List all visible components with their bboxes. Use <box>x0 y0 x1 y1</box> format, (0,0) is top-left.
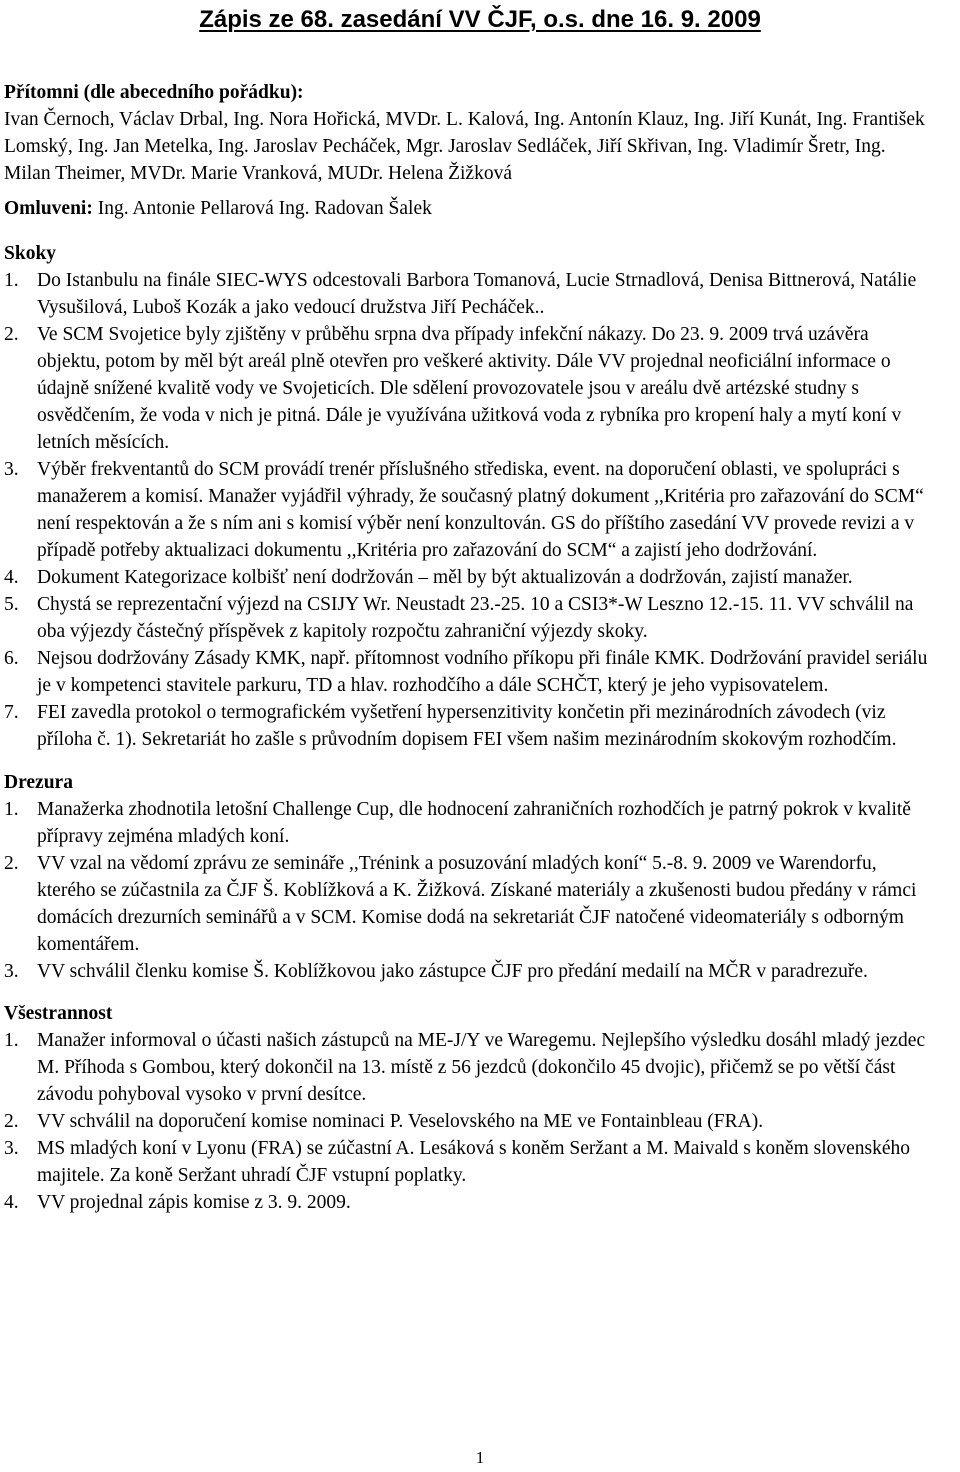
item-text: FEI zavedla protokol o termografickém vyšetření hypersenzitivity končetin při mezinárodních závodech (viz příloha č. 1). Sekretariát ho zašle s průvodním dopisem FEI všem našim mezinárodním skokovým rozhodčím. <box>37 702 897 750</box>
list-item <box>4 1135 934 1189</box>
item-number: 3. <box>4 961 19 982</box>
list-item <box>4 321 934 456</box>
item-number: 7. <box>4 702 19 723</box>
item-text: Manažerka zhodnotila letošní Challenge Cup, dle hodnocení zahraničních rozhodčích je patrný pokrok v kvalitě přípravy zejména mladých koní. <box>37 799 911 847</box>
list-item <box>4 1027 934 1108</box>
section-heading-vsestrannost: Všestrannost <box>4 1003 113 1024</box>
list-item <box>4 850 934 958</box>
list-item <box>4 699 934 753</box>
section-heading-drezura: Drezura <box>4 772 73 793</box>
item-text: VV vzal na vědomí zprávu ze semináře ,,Trénink a posuzování mladých koní“ 5.-8. 9. 2009 ve Warendorfu, kterého se zúčastnila za ČJF Š. Koblížková a K. Žižková. Získané materiály a zkušenosti budou předány v rámci domácích drezurních seminářů a v SCM. Komise dodá na sekretariát ČJF natočené videomateriály s odborným komentářem. <box>37 853 917 955</box>
excused-names: Ing. Antonie Pellarová Ing. Radovan Šalek <box>92 198 432 219</box>
list-item <box>4 1189 934 1216</box>
list-item <box>4 591 934 645</box>
item-text: Ve SCM Svojetice byly zjištěny v průběhu srpna dva případy infekční nákazy. Do 23. 9. 2009 trvá uzávěra objektu, potom by měl být areál plně otevřen pro veškeré aktivity. Dále VV projednal neoficiální informace o údajně snížené kvalitě vody ve Svojeticích. Dle sdělení provozovatele jsou v areálu dvě artézské studny s osvědčením, že voda v nich je pitná. Dále je využívána užitková voda z rybníka pro kropení haly a mytí koní v letních měsících. <box>37 324 902 453</box>
item-number: 3. <box>4 459 19 480</box>
list-item <box>4 456 934 564</box>
item-number: 6. <box>4 648 19 669</box>
item-number: 4. <box>4 1192 19 1213</box>
section-heading-skoky: Skoky <box>4 243 57 264</box>
list-item <box>4 645 934 699</box>
list-item <box>4 564 934 591</box>
item-text: Manažer informoval o účasti našich zástupců na ME-J/Y ve Waregemu. Nejlepšího výsledku dosáhl mladý jezdec M. Příhoda s Gombou, který dokončil na 13. místě z 56 jezdců (dokončilo 45 dvojic), přičemž se po větší část závodu pohyboval vysoko v první desítce. <box>37 1030 926 1105</box>
attendance-heading: Přítomni (dle abecedního pořádku): <box>4 82 304 103</box>
item-text: Chystá se reprezentační výjezd na CSIJY Wr. Neustadt 23.-25. 10 a CSI3*-W Leszno 12.-15. 11. VV schválil na oba výjezdy částečný příspěvek z kapitoly rozpočtu zahraniční výjezdy skoky. <box>37 594 914 642</box>
item-number: 2. <box>4 1111 19 1132</box>
item-text: Dokument Kategorizace kolbišť není dodržován – měl by být aktualizován a dodržován, zajistí manažer. <box>37 567 853 588</box>
item-text: Do Istanbulu na finále SIEC-WYS odcestovali Barbora Tomanová, Lucie Strnadlová, Denisa Bittnerová, Natálie Vysušilová, Luboš Kozák a jako vedoucí družstva Jiří Pecháček.. <box>37 270 917 318</box>
excused-label: Omluveni: <box>4 198 93 219</box>
item-number: 4. <box>4 567 19 588</box>
drezura-list <box>4 796 934 985</box>
list-item <box>4 267 934 321</box>
item-text: VV schválil na doporučení komise nominaci P. Veselovského na ME ve Fontainbleau (FRA). <box>37 1111 764 1132</box>
section-skoky <box>4 240 934 753</box>
excused-line <box>4 195 934 222</box>
item-number: 3. <box>4 1138 19 1159</box>
item-text: MS mladých koní v Lyonu (FRA) se zúčastní A. Lesáková s koněm Seržant a M. Maivald s koněm slovenského majitele. Za koně Seržant uhradí ČJF vstupní poplatky. <box>37 1138 911 1186</box>
item-number: 5. <box>4 594 19 615</box>
skoky-list <box>4 267 934 753</box>
item-number: 1. <box>4 270 19 291</box>
page-number: 1 <box>475 1448 485 1467</box>
vsestrannost-list <box>4 1027 934 1216</box>
attendance-names: Ivan Černoch, Václav Drbal, Ing. Nora Hořická, MVDr. L. Kalová, Ing. Antonín Klauz, Ing. Jiří Kunát, Ing. František Lomský, Ing. Jan Metelka, Ing. Jaroslav Pecháček, Mgr. Jaroslav Sedláček, Jiří Skřivan, Ing. Vladimír Šretr, Ing. Milan Theimer, MVDr. Marie Vranková, MUDr. Helena Žižková <box>4 109 925 184</box>
item-number: 2. <box>4 324 19 345</box>
item-text: VV schválil členku komise Š. Koblížkovou jako zástupce ČJF pro předání medailí na MČR v paradrezuře. <box>37 961 868 982</box>
list-item <box>4 796 934 850</box>
item-text: Výběr frekventantů do SCM provádí trenér příslušného střediska, event. na doporučení oblasti, ve spolupráci s manažerem a komisí. Manažer vyjádřil výhrady, že současný platný dokument ,,Kritéria pro zařazování do SCM“ není respektován a že s ním ani s komisí výběr není konzultován. GS do příštího zasedání VV provede revizi a v případě potřeby aktualizaci dokumentu ,,Kritéria pro zařazování do SCM“ a zajistí jeho dodržování. <box>37 459 924 561</box>
document-title: Zápis ze 68. zasedání VV ČJF, o.s. dne 16. 9. 2009 <box>199 6 761 33</box>
list-item <box>4 1108 934 1135</box>
list-item <box>4 958 934 985</box>
item-text: VV projednal zápis komise z 3. 9. 2009. <box>37 1192 351 1213</box>
item-number: 1. <box>4 1030 19 1051</box>
document-body <box>4 79 934 1216</box>
section-vsestrannost <box>4 1000 934 1216</box>
item-number: 2. <box>4 853 19 874</box>
section-drezura <box>4 769 934 985</box>
item-text: Nejsou dodržovány Zásady KMK, např. přítomnost vodního příkopu při finále KMK. Dodržování pravidel seriálu je v kompetenci stavitele parkuru, TD a hlav. rozhodčího a dále SCHČT, který je jeho vypisovatelem. <box>37 648 928 696</box>
item-number: 1. <box>4 799 19 820</box>
